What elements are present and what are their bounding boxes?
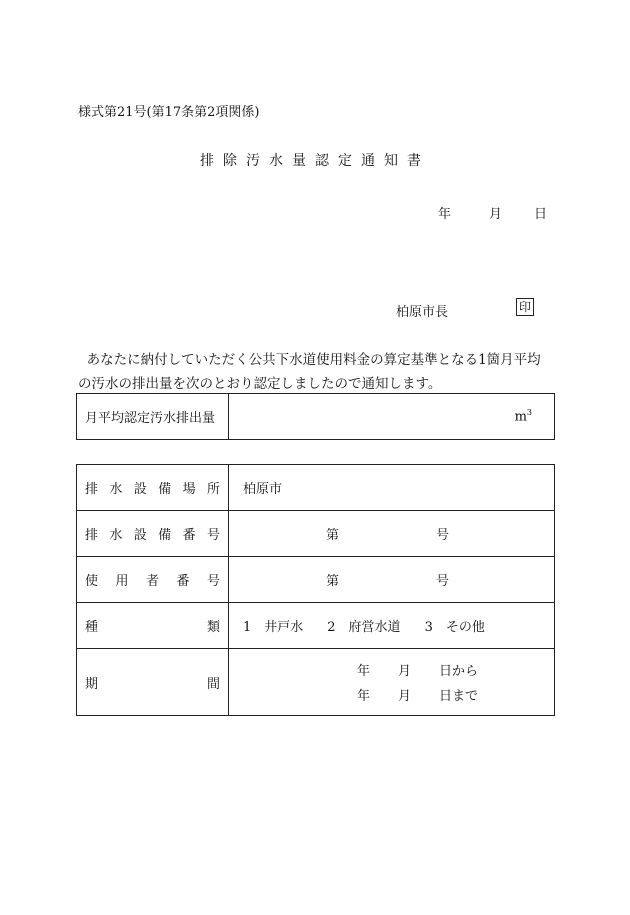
- avg-discharge-value: [229, 394, 555, 440]
- notice-body-line-1: あなたに納付していただく公共下水道使用料金の算定基準となる1箇月平均: [86, 352, 541, 368]
- label-facility-number: 排 水 設 備 番 号: [77, 511, 229, 557]
- value-location: 柏原市: [229, 465, 555, 511]
- form-number: 様式第21号(第17条第2項関係): [78, 105, 260, 120]
- period-to: 年 月 日まで: [357, 689, 479, 704]
- type-option-prefectural: 2 府営水道: [327, 620, 401, 635]
- value-facility-number: 第 号: [229, 511, 555, 557]
- notice-body: [78, 348, 558, 396]
- date-year: 年: [438, 207, 452, 222]
- document-title: 排除汚水量認定通知書: [200, 153, 430, 169]
- date-line: [438, 203, 547, 222]
- label-location: 排 水 設 備 場 所: [77, 465, 229, 511]
- detail-table: [76, 464, 555, 716]
- value-type: [229, 603, 555, 649]
- avg-discharge-unit-sup: 3: [526, 408, 532, 418]
- row-period: [77, 649, 555, 716]
- type-option-well: 1 井戸水: [243, 620, 304, 635]
- period-from: 年 月 日から: [357, 664, 479, 679]
- type-option-other: 3 その他: [424, 620, 485, 635]
- label-period: 期 間: [77, 649, 229, 716]
- row-user-number: [77, 557, 555, 603]
- row-location: [77, 465, 555, 511]
- row-type: [77, 603, 555, 649]
- issuer-name: 柏原市長: [396, 305, 449, 320]
- date-day: 日: [534, 207, 548, 222]
- row-facility-number: [77, 511, 555, 557]
- label-user-number: 使 用 者 番 号: [77, 557, 229, 603]
- date-month: 月: [489, 207, 503, 222]
- value-user-number: 第 号: [229, 557, 555, 603]
- seal-mark: 印: [516, 298, 534, 316]
- label-type: 種 類: [77, 603, 229, 649]
- avg-discharge-label: 月平均認定汚水排出量: [77, 394, 229, 440]
- avg-discharge-unit: m: [514, 409, 527, 425]
- avg-discharge-table: [76, 393, 555, 440]
- notice-body-line-2: の汚水の排出量を次のとおり認定しましたので通知します。: [78, 376, 442, 392]
- value-period: [229, 649, 555, 716]
